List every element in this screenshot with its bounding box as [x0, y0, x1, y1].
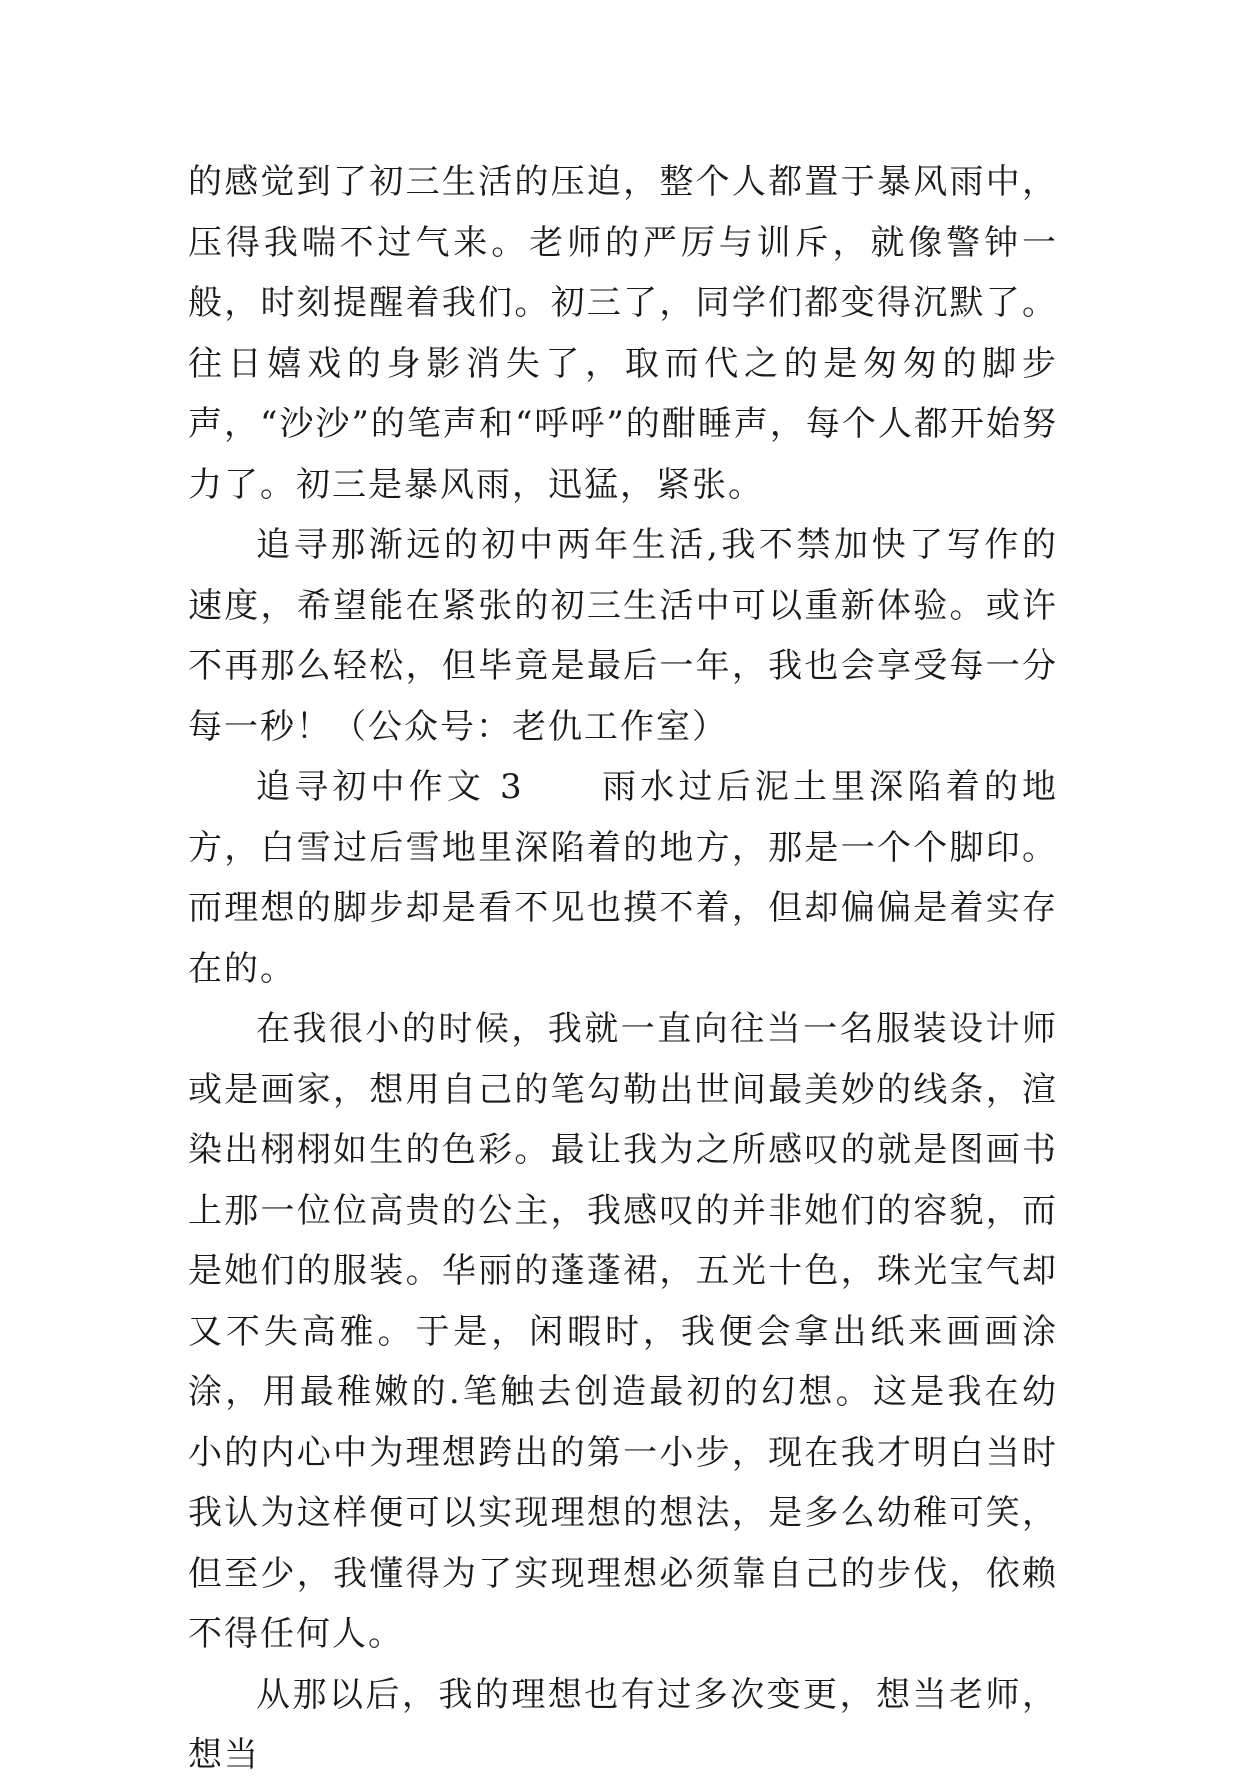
paragraph-2: 追寻那渐远的初中两年生活,我不禁加快了写作的速度，希望能在紧张的初三生活中可以重新体验。或许不再那么轻松，但毕竟是最后一年，我也会享受每一分每一秒！（公众号：老仇工作室） — [188, 525, 1058, 747]
paragraph-1: 的感觉到了初三生活的压迫，整个人都置于暴风雨中，压得我喘不过气来。老师的严厉与训斥，就像警钟一般，时刻提醒着我们。初三了，同学们都变得沉默了。往日嬉戏的身影消失了，取而代之的是匆匆的脚步声，“沙沙”的笔声和“呼呼”的酣睡声，每个人都开始努力了。初三是暴风雨，迅猛，紧张。 — [188, 162, 1058, 505]
paragraph-4: 在我很小的时候，我就一直向往当一名服装设计师或是画家，想用自己的笔勾勒出世间最美妙的线条，渲染出栩栩如生的色彩。最让我为之所感叹的就是图画书上那一位位高贵的公主，我感叹的并非她们的容貌，而是她们的服装。华丽的蓬蓬裙，五光十色，珠光宝气却又不失高雅。于是，闲暇时，我便会拿出纸来画画涂涂，用最稚嫩的.笔触去创造最初的幻想。这是我在幼小的内心中为理想跨出的第一小步，现在我才明白当时我认为这样便可以实现理想的想法，是多么幼稚可笑，但至少，我懂得为了实现理想必须靠自己的步伐，依赖不得任何人。 — [188, 1009, 1058, 1654]
paragraph-3: 追寻初中作文 3 雨水过后泥土里深陷着的地方，白雪过后雪地里深陷着的地方，那是一个个脚印。而理想的脚步却是看不见也摸不着，但却偏偏是着实存在的。 — [188, 767, 1058, 989]
paragraph-5: 从那以后，我的理想也有过多次变更，想当老师，想当 — [188, 1674, 1058, 1775]
body-text — [188, 152, 1058, 1786]
